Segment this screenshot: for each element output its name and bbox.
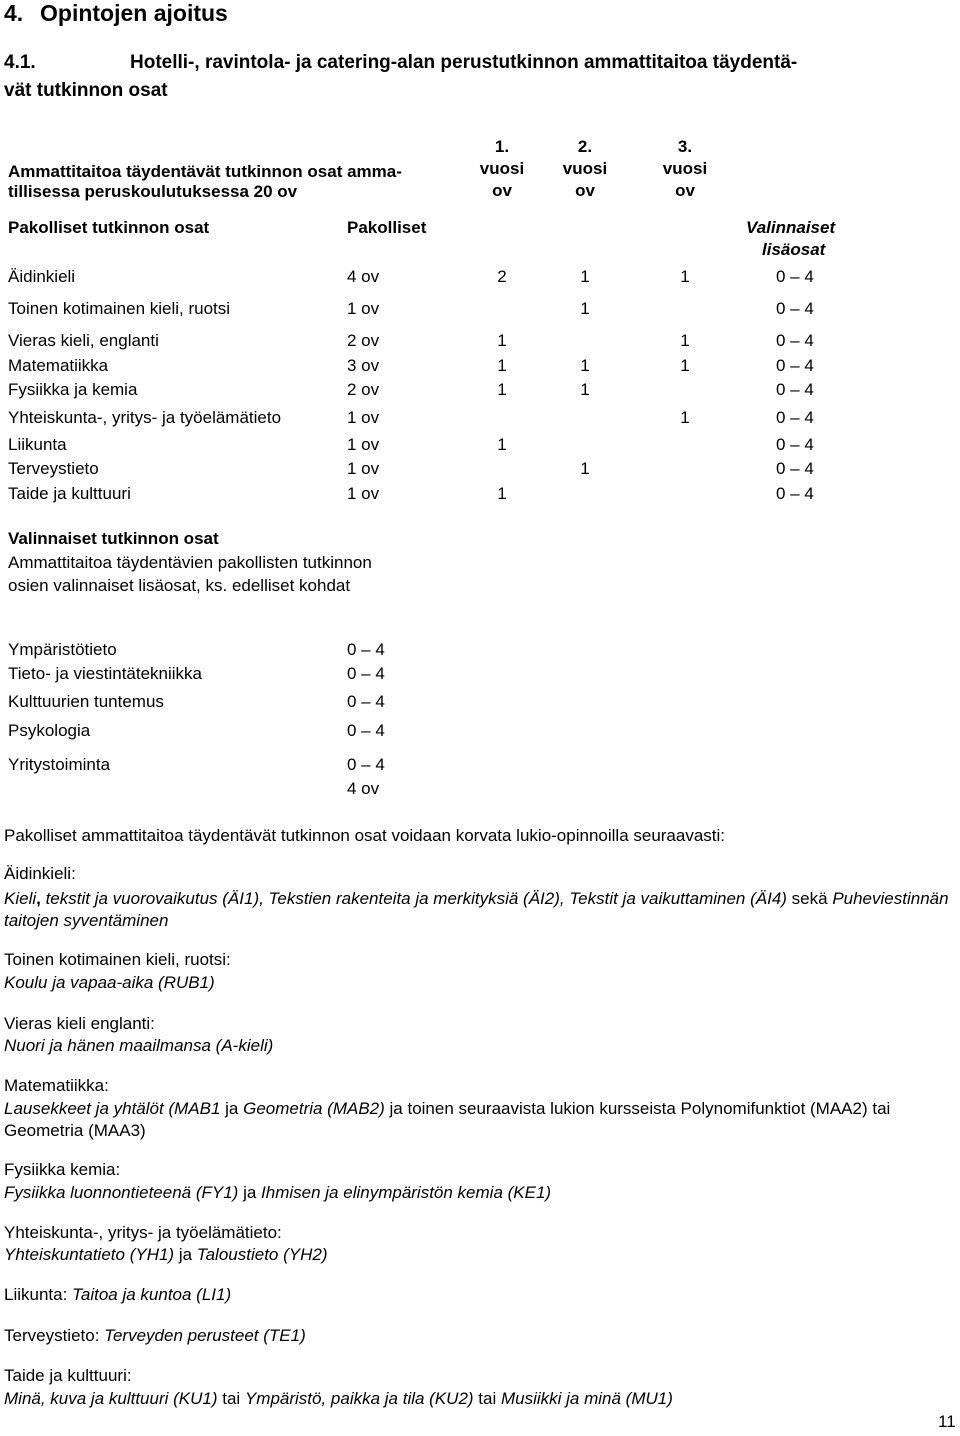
row-ov: 3 ov [347, 356, 380, 375]
optional-item-value: 0 – 4 [347, 755, 385, 774]
subject-label: Yhteiskunta-, yritys- ja työelämätieto: [4, 1223, 282, 1242]
row-subject: Toinen kotimainen kieli, ruotsi [8, 299, 231, 318]
course-text: Ympäristö, paikka ja tila (KU2) [244, 1389, 474, 1408]
year1-label: vuosi [479, 159, 525, 178]
course-text: Fysiikka luonnontieteenä (FY1) [4, 1183, 239, 1202]
year3-number: 3. [677, 137, 693, 156]
row-year1: 1 [497, 380, 507, 399]
course-text: tai [473, 1389, 501, 1408]
row-optional: 0 – 4 [776, 435, 814, 454]
course-text: tai [217, 1389, 245, 1408]
row-year3: 1 [680, 331, 690, 350]
row-ov: 1 ov [347, 459, 380, 478]
row-year2: 1 [580, 380, 590, 399]
row-optional: 0 – 4 [776, 484, 814, 503]
row-ov: 1 ov [347, 299, 380, 318]
mandatory-parts-header: Pakolliset tutkinnon osat [8, 218, 210, 237]
optional-item-value: 0 – 4 [347, 721, 385, 740]
row-subject: Terveystieto [8, 459, 99, 478]
subject-label: Terveystieto: [4, 1326, 105, 1345]
subsection-number: 4.1. [4, 52, 36, 73]
course-text: ja [174, 1245, 197, 1264]
course-text: Terveyden perusteet (TE1) [104, 1326, 306, 1345]
subject-label: Liikunta: [4, 1285, 73, 1304]
row-subject: Vieras kieli, englanti [8, 331, 159, 350]
intro-text: Pakolliset ammattitaitoa täydentävät tutkinnon osat voidaan korvata lukio-opinnoilla seuraavasti: [4, 826, 726, 845]
subject-courses [4, 888, 954, 932]
optional-item-value: 0 – 4 [347, 640, 385, 659]
subject-courses: Koulu ja vapaa-aika (RUB1) [4, 973, 215, 992]
year1-unit: ov [492, 181, 512, 200]
course-text: Minä, kuva ja kulttuuri (KU1) [4, 1389, 218, 1408]
section-number: 4. [4, 0, 24, 26]
row-subject: Äidinkieli [8, 267, 76, 286]
year1-number: 1. [494, 137, 510, 156]
row-optional: 0 – 4 [776, 331, 814, 350]
row-optional: 0 – 4 [776, 356, 814, 375]
row-ov: 1 ov [347, 435, 380, 454]
year3-unit: ov [675, 181, 695, 200]
row-year3: 1 [680, 356, 690, 375]
row-year1: 1 [497, 435, 507, 454]
subject-label: Vieras kieli englanti: [4, 1014, 155, 1033]
course-text: Yhteiskuntatieto (YH1) [4, 1245, 175, 1264]
subject-courses [4, 1098, 954, 1142]
year3-label: vuosi [662, 159, 708, 178]
course-text: Musiikki ja minä (MU1) [500, 1389, 673, 1408]
row-year2: 1 [580, 459, 590, 478]
row-subject: Fysiikka ja kemia [8, 380, 138, 399]
row-subject: Matematiikka [8, 356, 109, 375]
course-text: ja [220, 1099, 244, 1118]
optional-parts-desc-line2: osien valinnaiset lisäosat, ks. edelliset kohdat [8, 576, 351, 595]
optional-parts-title: Valinnaiset tutkinnon osat [8, 529, 219, 548]
row-subject: Taide ja kulttuuri [8, 484, 131, 503]
course-text: Taloustieto (YH2) [196, 1245, 328, 1264]
subject-line [4, 1326, 306, 1346]
row-ov: 2 ov [347, 380, 380, 399]
row-ov: 1 ov [347, 408, 380, 427]
page-number: 11 [938, 1412, 956, 1431]
row-year1: 1 [497, 356, 507, 375]
subject-courses [4, 1245, 328, 1265]
subject-courses [4, 1389, 673, 1409]
table-caption-line2: tillisessa peruskoulutuksessa 20 ov [8, 182, 298, 201]
row-optional: 0 – 4 [776, 380, 814, 399]
row-year2: 1 [580, 267, 590, 286]
optional-item-name: Psykologia [8, 721, 91, 740]
course-text: Kieli [4, 889, 37, 908]
row-ov: 1 ov [347, 484, 380, 503]
subject-courses [4, 1183, 551, 1203]
row-year1: 1 [497, 331, 507, 350]
subject-label: Matematiikka: [4, 1076, 109, 1095]
subject-label: Taide ja kulttuuri: [4, 1366, 132, 1385]
optional-item-value: 0 – 4 [347, 664, 385, 683]
subsection-title-line1: Hotelli-, ravintola- ja catering-alan perustutkinnon ammattitaitoa täydentä- [130, 52, 798, 73]
course-text: Lausekkeet ja yhtälöt (MAB1 [4, 1099, 221, 1118]
row-ov: 4 ov [347, 267, 380, 286]
row-subject: Yhteiskunta-, yritys- ja työelämätieto [8, 408, 282, 427]
optional-item-name: Tieto- ja viestintätekniikka [8, 664, 203, 683]
subject-label: Fysiikka kemia: [4, 1160, 121, 1179]
page-title: Opintojen ajoitus [40, 0, 228, 26]
course-text: , [36, 889, 46, 908]
subsection-title-line2: vät tutkinnon osat [4, 80, 168, 101]
course-text: Ihmisen ja elinympäristön kemia (KE1) [261, 1183, 552, 1202]
course-text: Puheviestinnän taitojen syventäminen [4, 889, 949, 930]
subject-courses: Nuori ja hänen maailmansa (A-kieli) [4, 1036, 274, 1055]
optional-item-name: Ympäristötieto [8, 640, 117, 659]
course-text: tekstit ja vuorovaikutus (ÄI1), Tekstien rakenteita ja merkityksiä (ÄI2), Tekstit ja vaikuttaminen (ÄI4) [45, 889, 787, 908]
row-year2: 1 [580, 356, 590, 375]
row-year1: 1 [497, 484, 507, 503]
row-subject: Liikunta [8, 435, 67, 454]
row-year3: 1 [680, 408, 690, 427]
course-text: Taitoa ja kuntoa (LI1) [72, 1285, 232, 1304]
subject-label: Toinen kotimainen kieli, ruotsi: [4, 950, 231, 969]
optional-item-name: Kulttuurien tuntemus [8, 692, 164, 711]
mandatory-header: Pakolliset [347, 218, 427, 237]
row-optional: 0 – 4 [776, 408, 814, 427]
course-text: sekä [786, 889, 833, 908]
optional-item-name: Yritystoiminta [8, 755, 111, 774]
row-year2: 1 [580, 299, 590, 318]
year2-unit: ov [575, 181, 595, 200]
course-text: Geometria (MAB2) [243, 1099, 385, 1118]
row-ov: 2 ov [347, 331, 380, 350]
year2-number: 2. [577, 137, 593, 156]
optional-total: 4 ov [347, 779, 380, 798]
subject-line [4, 1285, 231, 1305]
year2-label: vuosi [562, 159, 608, 178]
row-optional: 0 – 4 [776, 267, 814, 286]
optional-item-value: 0 – 4 [347, 692, 385, 711]
optional-parts-desc-line1: Ammattitaitoa täydentävien pakollisten tutkinnon [8, 553, 372, 572]
optional-header-line1: Valinnaiset [746, 218, 836, 237]
row-optional: 0 – 4 [776, 459, 814, 478]
row-year3: 1 [680, 267, 690, 286]
row-optional: 0 – 4 [776, 299, 814, 318]
course-text: ja toinen seuraavista lukion kursseista Polynomifunktiot (MAA2) tai Geometria (MAA3) [4, 1099, 891, 1140]
table-caption-line1: Ammattitaitoa täydentävät tutkinnon osat amma- [8, 162, 402, 181]
optional-header-line2: lisäosat [762, 240, 826, 259]
course-text: ja [238, 1183, 262, 1202]
subject-label: Äidinkieli: [4, 864, 76, 883]
row-year1: 2 [497, 267, 507, 286]
